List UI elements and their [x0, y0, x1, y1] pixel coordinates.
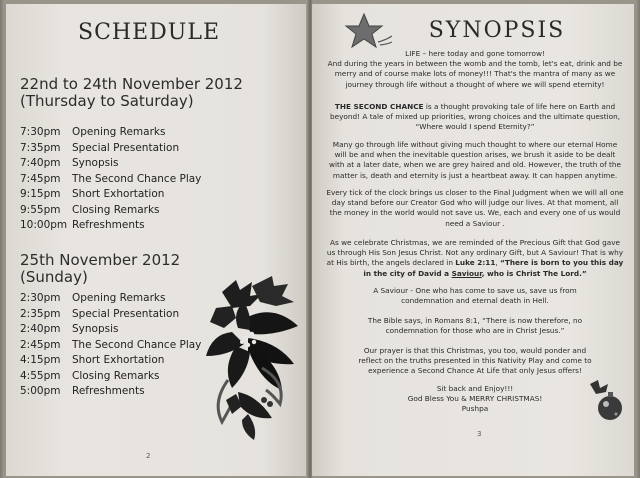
- paragraph-eternity: Many go through life without giving much thought to where our eternal Home will be and when the inevitable question arises, we brush it aside to be dealt with at a later date, when we are grey haired and old. However, the truth of the matter is, death and eternity is just a heartbeat away. It can happen anytime.: [328, 140, 621, 180]
- play-name: THE SECOND CHANCE: [334, 102, 424, 111]
- schedule-event: Special Presentation: [72, 141, 180, 154]
- schedule-page: [6, 4, 308, 476]
- schedule-row: [20, 204, 300, 220]
- ornament-icon: [582, 376, 626, 428]
- schedule-event: Synopsis: [72, 323, 119, 335]
- schedule-time: 2:35pm: [20, 307, 61, 320]
- schedule-time: 2:40pm: [20, 323, 61, 335]
- schedule-time: 7:35pm: [20, 141, 61, 154]
- star-icon: [342, 12, 394, 52]
- scripture-reference: Luke 2:11: [455, 258, 496, 268]
- schedule-time: 5:00pm: [20, 385, 61, 397]
- schedule-event: Refreshments: [72, 385, 145, 397]
- synopsis-title: SYNOPSIS: [428, 18, 566, 43]
- schedule-event: Short Exhortation: [72, 188, 165, 200]
- schedule-row: [20, 157, 300, 173]
- paragraph-judgment: Every tick of the clock brings us closer to the Final Judgment when we will all one day stand before our Creator God who will judge our lives. At that moment, all the money in the world would not save us. We, each and every one of us would need a Saviour .: [326, 188, 624, 228]
- closing-signature: [358, 384, 592, 415]
- intro-text: And during the years in between the womb and the tomb, let's eat, drink and be merry and of course make lots of money!!! That's the mantra of many as we journey through life without a thought of where we will spend eternity!: [327, 59, 623, 89]
- paragraph-second-chance: [326, 102, 624, 133]
- day-heading-weekday: [20, 76, 300, 110]
- intro-line: LIFE – here today and gone tomorrow!: [405, 49, 545, 58]
- paragraph-saviour: A Saviour - One who has come to save us, save us from condemnation and eternal death in Hell.: [373, 286, 577, 306]
- schedule-event: Closing Remarks: [72, 203, 160, 216]
- page-number: 3: [477, 430, 482, 438]
- schedule-time: 7:40pm: [20, 157, 61, 169]
- schedule-row: [20, 126, 300, 142]
- schedule-event: The Second Chance Play: [72, 172, 202, 185]
- scripture-quote-start: “There is born to you this day in the city of David a: [363, 258, 624, 278]
- closing-line-2: God Bless You & MERRY CHRISTMAS!: [407, 394, 543, 404]
- scripture-quote-end: , who is Christ The Lord.”: [481, 268, 587, 278]
- schedule-time: 9:55pm: [20, 203, 61, 216]
- schedule-time: 10:00pm: [20, 219, 68, 231]
- schedule-event: Closing Remarks: [72, 369, 160, 382]
- schedule-row: [20, 173, 300, 189]
- schedule-list-weekday: [20, 126, 300, 235]
- schedule-time: 2:30pm: [20, 292, 61, 304]
- comma: ,: [495, 258, 501, 268]
- author-name: Pushpa: [461, 404, 489, 414]
- page-number: 2: [146, 452, 151, 460]
- schedule-event: Special Presentation: [72, 307, 180, 320]
- synopsis-page: [312, 4, 634, 476]
- poinsettia-illustration: [202, 272, 306, 440]
- day-date: 22nd to 24th November 2012: [20, 75, 243, 93]
- play-description: is a thought provoking tale of life here on Earth and beyond! A tale of mixed up priorities, wrong choices and the ultimate question, “Where would I spend Eternity?”: [329, 102, 621, 132]
- schedule-event: Refreshments: [72, 219, 145, 231]
- christmas-text: As we celebrate Christmas, we are reminded of the Precious Gift that God gave us through His Son Jesus Christ. Not any ordinary Gift, but A Saviour! That is why at His birth, the angels declared in: [326, 238, 624, 268]
- schedule-time: 7:45pm: [20, 172, 61, 185]
- schedule-event: Opening Remarks: [72, 126, 166, 138]
- schedule-title: SCHEDULE: [78, 20, 220, 45]
- schedule-time: 4:55pm: [20, 369, 61, 382]
- paragraph-intro: [326, 49, 624, 90]
- paragraph-christmas: [326, 238, 624, 279]
- day-subtitle: (Sunday): [20, 268, 88, 286]
- paragraph-romans: The Bible says, in Romans 8:1, “There is now therefore, no condemnation for those who are in Christ Jesus.”: [367, 316, 583, 336]
- schedule-time: 9:15pm: [20, 188, 61, 200]
- schedule-event: Synopsis: [72, 157, 119, 169]
- saviour-word: Saviour: [451, 268, 482, 278]
- schedule-row: [20, 142, 300, 158]
- schedule-row: [20, 188, 300, 204]
- schedule-time: 4:15pm: [20, 354, 61, 366]
- day-date: 25th November 2012: [20, 251, 181, 269]
- schedule-event: Short Exhortation: [72, 354, 165, 366]
- schedule-event: Opening Remarks: [72, 292, 166, 304]
- schedule-row: [20, 219, 300, 235]
- paragraph-prayer: Our prayer is that this Christmas, you too, would ponder and reflect on the truths presented in this Nativity Play and come to experience a Second Chance At Life that only Jesus offers!: [358, 346, 592, 376]
- schedule-event: The Second Chance Play: [72, 338, 202, 351]
- schedule-time: 7:30pm: [20, 126, 61, 138]
- day-subtitle: (Thursday to Saturday): [20, 92, 194, 110]
- schedule-time: 2:45pm: [20, 338, 61, 351]
- closing-line-1: Sit back and Enjoy!!!: [436, 384, 514, 393]
